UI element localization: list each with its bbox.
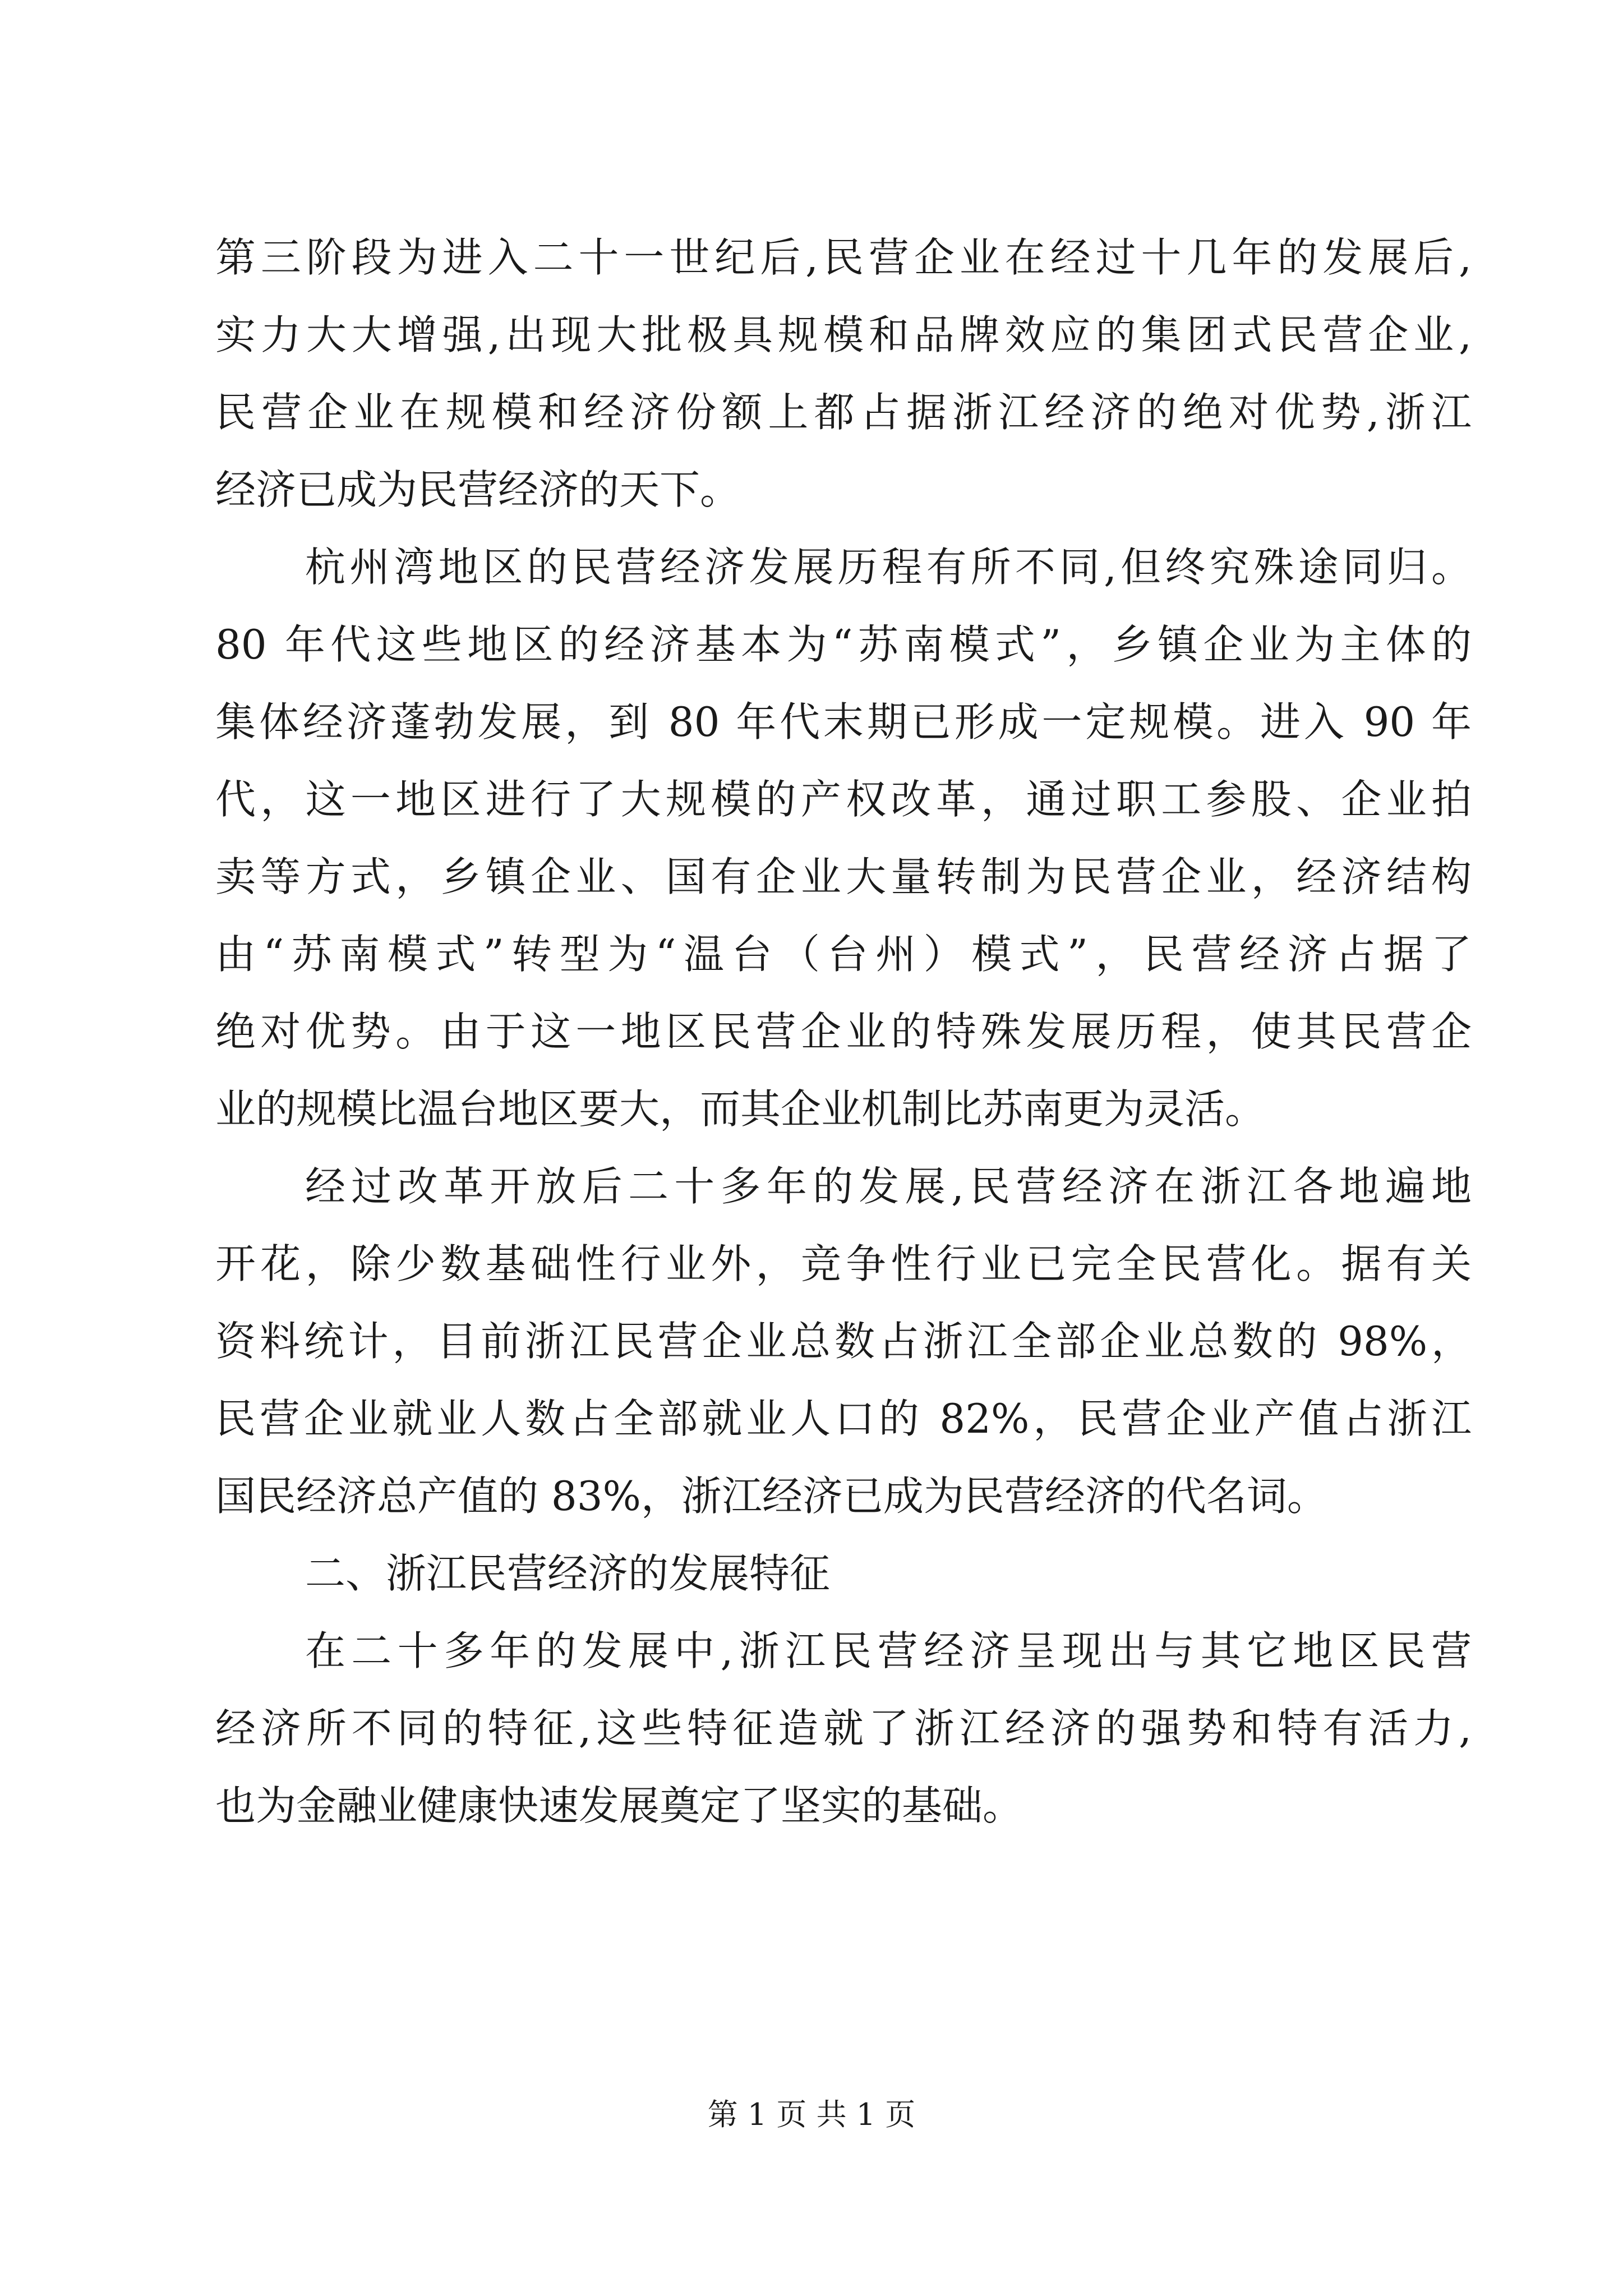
text-line: 民营企业在规模和经济份额上都占据浙江经济的绝对优势,浙江 — [215, 389, 1472, 436]
text-line: 第三阶段为进入二十一世纪后,民营企业在经过十几年的发展后, — [215, 234, 1472, 281]
text-line: 实力大大增强,出现大批极具规模和品牌效应的集团式民营企业, — [215, 311, 1472, 358]
text-line: 民营企业就业人数占全部就业人口的 82%，民营企业产值占浙江 — [215, 1395, 1472, 1442]
text-line: 经济所不同的特征,这些特征造就了浙江经济的强势和特有活力, — [215, 1705, 1472, 1752]
text-line: 集体经济蓬勃发展，到 80 年代末期已形成一定规模。进入 90 年 — [215, 698, 1472, 746]
text-line: 业的规模比温台地区要大，而其企业机制比苏南更为灵活。 — [215, 1085, 1266, 1133]
text-line: 在二十多年的发展中,浙江民营经济呈现出与其它地区民营 — [305, 1627, 1472, 1674]
text-line: 绝对优势。由于这一地区民营企业的特殊发展历程，使其民营企 — [215, 1008, 1472, 1055]
text-line: 资料统计，目前浙江民营企业总数占浙江全部企业总数的 98%， — [215, 1318, 1472, 1365]
text-line: 卖等方式，乡镇企业、国有企业大量转制为民营企业，经济结构 — [215, 853, 1472, 900]
text-line: 经过改革开放后二十多年的发展,民营经济在浙江各地遍地 — [305, 1163, 1472, 1210]
text-line: 杭州湾地区的民营经济发展历程有所不同,但终究殊途同归。 — [305, 544, 1472, 591]
text-line: 80 年代这些地区的经济基本为“苏南模式”，乡镇企业为主体的 — [215, 621, 1472, 668]
page-footer: 第 1 页 共 1 页 — [707, 2097, 916, 2132]
text-line: 经济已成为民营经济的天下。 — [215, 466, 741, 513]
text-line: 二、浙江民营经济的发展特征 — [305, 1550, 831, 1597]
text-line: 国民经济总产值的 83%，浙江经济已成为民营经济的代名词。 — [215, 1473, 1327, 1520]
text-line: 由“苏南模式”转型为“温台（台州）模式”，民营经济占据了 — [215, 931, 1472, 978]
text-line: 代，这一地区进行了大规模的产权改革，通过职工参股、企业拍 — [215, 776, 1472, 823]
text-line: 也为金融业健康快速发展奠定了坚实的基础。 — [215, 1782, 1023, 1829]
text-line: 开花，除少数基础性行业外，竞争性行业已完全民营化。据有关 — [215, 1240, 1472, 1287]
document-body — [215, 219, 1472, 1844]
